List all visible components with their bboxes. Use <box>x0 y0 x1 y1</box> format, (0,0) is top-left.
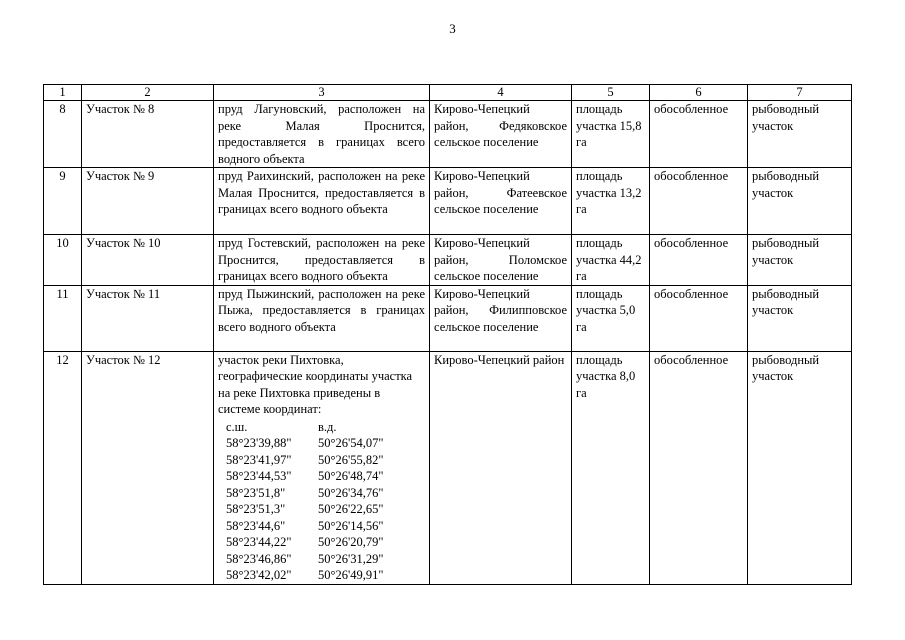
row-number: 11 <box>44 285 82 351</box>
plot-type: обособленное <box>650 351 748 584</box>
coordinate-row <box>226 435 425 452</box>
plot-type: обособленное <box>650 101 748 168</box>
plot-name: Участок № 10 <box>82 235 214 286</box>
plot-description-cell <box>214 351 430 584</box>
longitude-value: 50°26'54,07" <box>318 436 384 450</box>
table-header-row <box>44 85 852 101</box>
latitude-header: с.ш. <box>226 419 248 434</box>
plot-type: обособленное <box>650 168 748 235</box>
plot-purpose: рыбоводный участок <box>748 235 852 286</box>
coordinates-list <box>218 419 425 584</box>
table-row <box>44 168 852 235</box>
column-header: 6 <box>650 85 748 101</box>
row-number: 8 <box>44 101 82 168</box>
column-header: 1 <box>44 85 82 101</box>
plot-location: Кирово-Чепецкий район, Федяковское сельское поселение <box>430 101 572 168</box>
plot-type: обособленное <box>650 285 748 351</box>
coordinate-row <box>226 518 425 535</box>
coordinate-row <box>226 501 425 518</box>
plot-purpose: рыбоводный участок <box>748 168 852 235</box>
page-number: 3 <box>449 21 456 36</box>
latitude-value: 58°23'51,3" <box>226 502 286 516</box>
plot-description: пруд Лагуновский, расположен на реке Малая Проснится, предоставляется в границах всего водного объекта <box>214 101 430 168</box>
plot-name: Участок № 8 <box>82 101 214 168</box>
coordinate-row <box>226 452 425 469</box>
plot-location: Кирово-Чепецкий район, Филипповское сельское поселение <box>430 285 572 351</box>
coordinate-row <box>226 485 425 502</box>
plot-description: пруд Пыжинский, расположен на реке Пыжа, предоставляется в границах всего водного объекта <box>214 285 430 351</box>
coordinate-row <box>226 468 425 485</box>
plot-area: площадь участка 8,0 га <box>572 351 650 584</box>
column-header: 7 <box>748 85 852 101</box>
column-header: 5 <box>572 85 650 101</box>
table-row <box>44 235 852 286</box>
plot-type: обособленное <box>650 235 748 286</box>
column-header: 4 <box>430 85 572 101</box>
plot-purpose: рыбоводный участок <box>748 285 852 351</box>
longitude-header: в.д. <box>318 419 337 434</box>
plot-description: пруд Гостевский, расположен на реке Проснится, предоставляется в границах всего водного объекта <box>214 235 430 286</box>
plot-location: Кирово-Чепецкий район, Фатеевское сельское поселение <box>430 168 572 235</box>
latitude-value: 58°23'44,53" <box>226 469 292 483</box>
row-number: 9 <box>44 168 82 235</box>
plot-description: участок реки Пихтовка, географические координаты участка на реке Пихтовка приведены в системе координат: <box>218 352 413 416</box>
plot-area: площадь участка 15,8 га <box>572 101 650 168</box>
row-number: 12 <box>44 351 82 584</box>
longitude-value: 50°26'31,29" <box>318 551 384 566</box>
plot-area: площадь участка 5,0 га <box>572 285 650 351</box>
longitude-value: 50°26'14,56" <box>318 518 384 533</box>
coordinate-row <box>226 551 425 568</box>
coordinate-row <box>226 567 425 584</box>
plot-purpose: рыбоводный участок <box>748 101 852 168</box>
latitude-value: 58°23'44,6" <box>226 518 286 533</box>
plot-name: Участок № 9 <box>82 168 214 235</box>
plot-purpose: рыбоводный участок <box>748 351 852 584</box>
longitude-value: 50°26'20,79" <box>318 535 384 549</box>
column-header: 2 <box>82 85 214 101</box>
longitude-value: 50°26'22,65" <box>318 502 384 516</box>
plot-location: Кирово-Чепецкий район, Поломское сельское поселение <box>430 235 572 286</box>
latitude-value: 58°23'42,02" <box>226 568 292 582</box>
table-row <box>44 101 852 168</box>
plot-name: Участок № 11 <box>82 285 214 351</box>
table-row <box>44 285 852 351</box>
plot-description: пруд Раихинский, расположен на реке Малая Проснится, предоставляется в границах всего водного объекта <box>214 168 430 235</box>
longitude-value: 50°26'49,91" <box>318 568 384 582</box>
coordinates-header <box>226 419 425 436</box>
latitude-value: 58°23'44,22" <box>226 535 292 549</box>
longitude-value: 50°26'55,82" <box>318 452 384 467</box>
row-number: 10 <box>44 235 82 286</box>
latitude-value: 58°23'51,8" <box>226 485 286 500</box>
table-row <box>44 351 852 584</box>
water-areas-table <box>43 84 852 585</box>
latitude-value: 58°23'39,88" <box>226 436 292 450</box>
latitude-value: 58°23'41,97" <box>226 452 292 467</box>
longitude-value: 50°26'48,74" <box>318 469 384 483</box>
column-header: 3 <box>214 85 430 101</box>
plot-area: площадь участка 13,2 га <box>572 168 650 235</box>
coordinate-row <box>226 534 425 551</box>
plot-name: Участок № 12 <box>82 351 214 584</box>
longitude-value: 50°26'34,76" <box>318 485 384 500</box>
latitude-value: 58°23'46,86" <box>226 551 292 566</box>
plot-area: площадь участка 44,2 га <box>572 235 650 286</box>
plot-location: Кирово-Чепецкий район <box>430 351 572 584</box>
